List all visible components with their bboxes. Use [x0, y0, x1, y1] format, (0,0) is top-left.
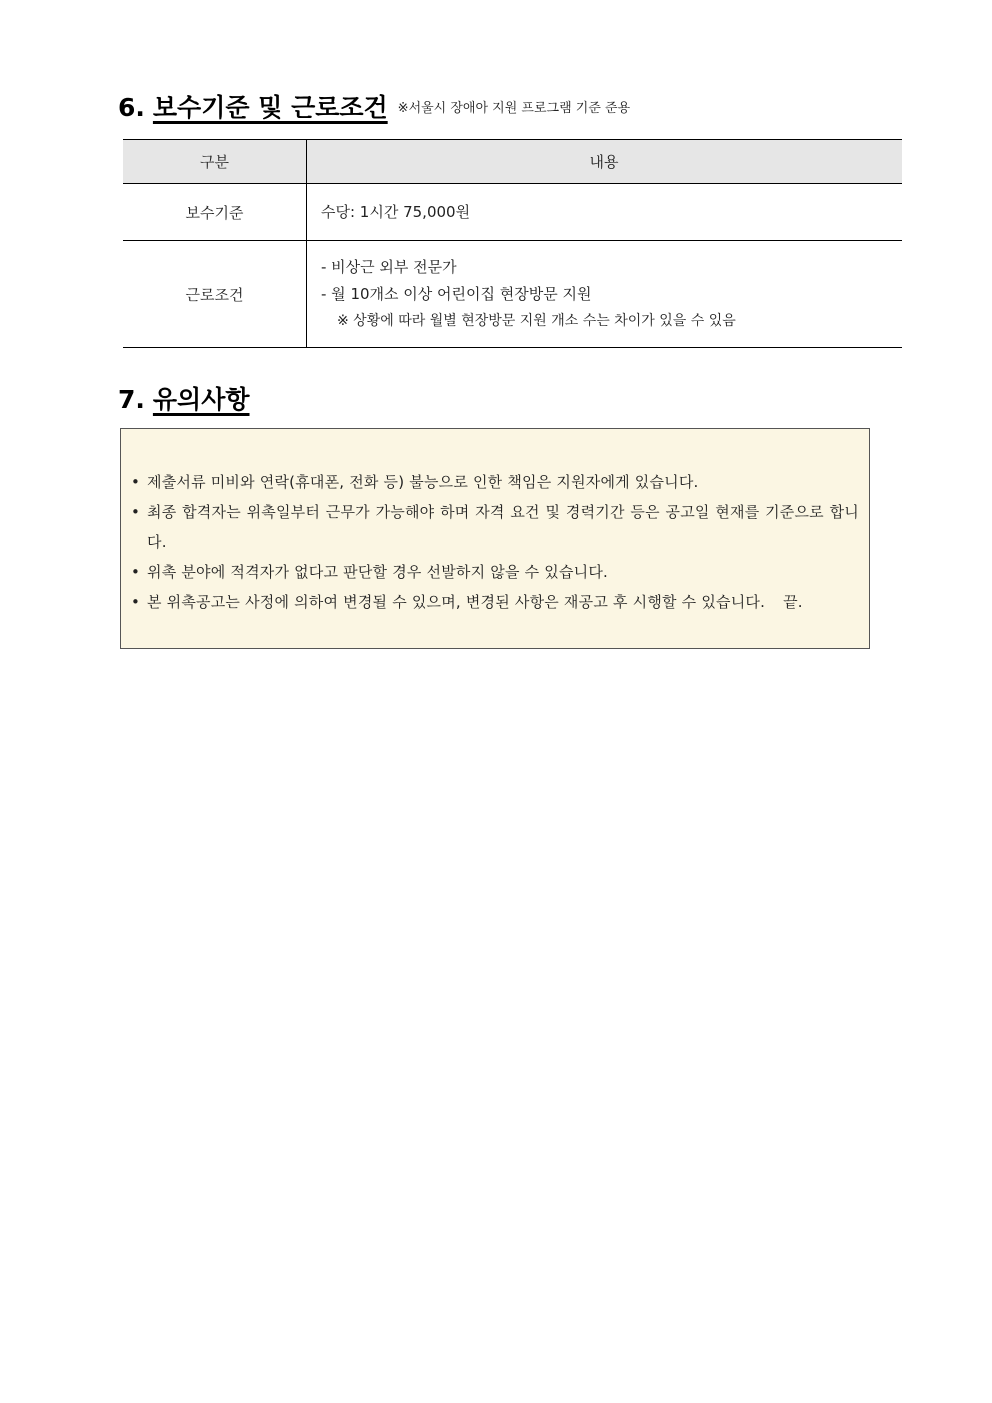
content-line: 수당: 1시간 75,000원	[321, 202, 471, 221]
row-content	[307, 241, 903, 348]
list-item-text: 제출서류 미비와 연락(휴대폰, 전화 등) 불능으로 인한 책임은 지원자에게 있습니다.	[147, 473, 699, 491]
pay-conditions-table	[123, 139, 902, 348]
row-category: 보수기준	[123, 184, 307, 241]
content-line: - 월 10개소 이상 어린이집 현장방문 지원	[321, 284, 592, 303]
section-6-heading	[118, 88, 630, 124]
list-item	[131, 557, 859, 587]
list-item-text: 최종 합격자는 위촉일부터 근무가 가능해야 하며 자격 요건 및 경력기간 등은 공고일 현재를 기준으로 합니다.	[147, 503, 859, 551]
section-7-heading	[118, 380, 250, 416]
list-item	[131, 497, 859, 557]
table-row	[123, 184, 902, 241]
row-content	[307, 184, 903, 241]
table-row	[123, 241, 902, 348]
end-mark: 끝.	[783, 593, 803, 611]
content-note: ※ 상황에 따라 월별 현장방문 지원 개소 수는 차이가 있을 수 있음	[337, 312, 736, 329]
bullet-icon: •	[131, 593, 141, 611]
bullet-icon: •	[131, 563, 141, 581]
list-item	[131, 467, 859, 497]
list-item-text: 위촉 분야에 적격자가 없다고 판단할 경우 선발하지 않을 수 있습니다.	[147, 563, 609, 581]
section-title: 유의사항	[152, 385, 250, 414]
bullet-icon: •	[131, 503, 141, 521]
section-title: 보수기준 및 근로조건	[152, 93, 388, 122]
row-category: 근로조건	[123, 241, 307, 348]
table-header-row	[123, 140, 902, 184]
list-item	[131, 587, 859, 617]
section-number: 7.	[118, 385, 145, 414]
content-line: - 비상근 외부 전문가	[321, 257, 457, 276]
column-header-content: 내용	[307, 140, 903, 184]
section-note: ※서울시 장애아 지원 프로그램 기준 준용	[397, 101, 631, 116]
section-number: 6.	[118, 93, 145, 122]
bullet-icon: •	[131, 473, 141, 491]
notice-box	[120, 428, 870, 649]
column-header-category: 구분	[123, 140, 307, 184]
list-item-text: 본 위촉공고는 사정에 의하여 변경될 수 있으며, 변경된 사항은 재공고 후 시행할 수 있습니다.	[147, 593, 766, 611]
